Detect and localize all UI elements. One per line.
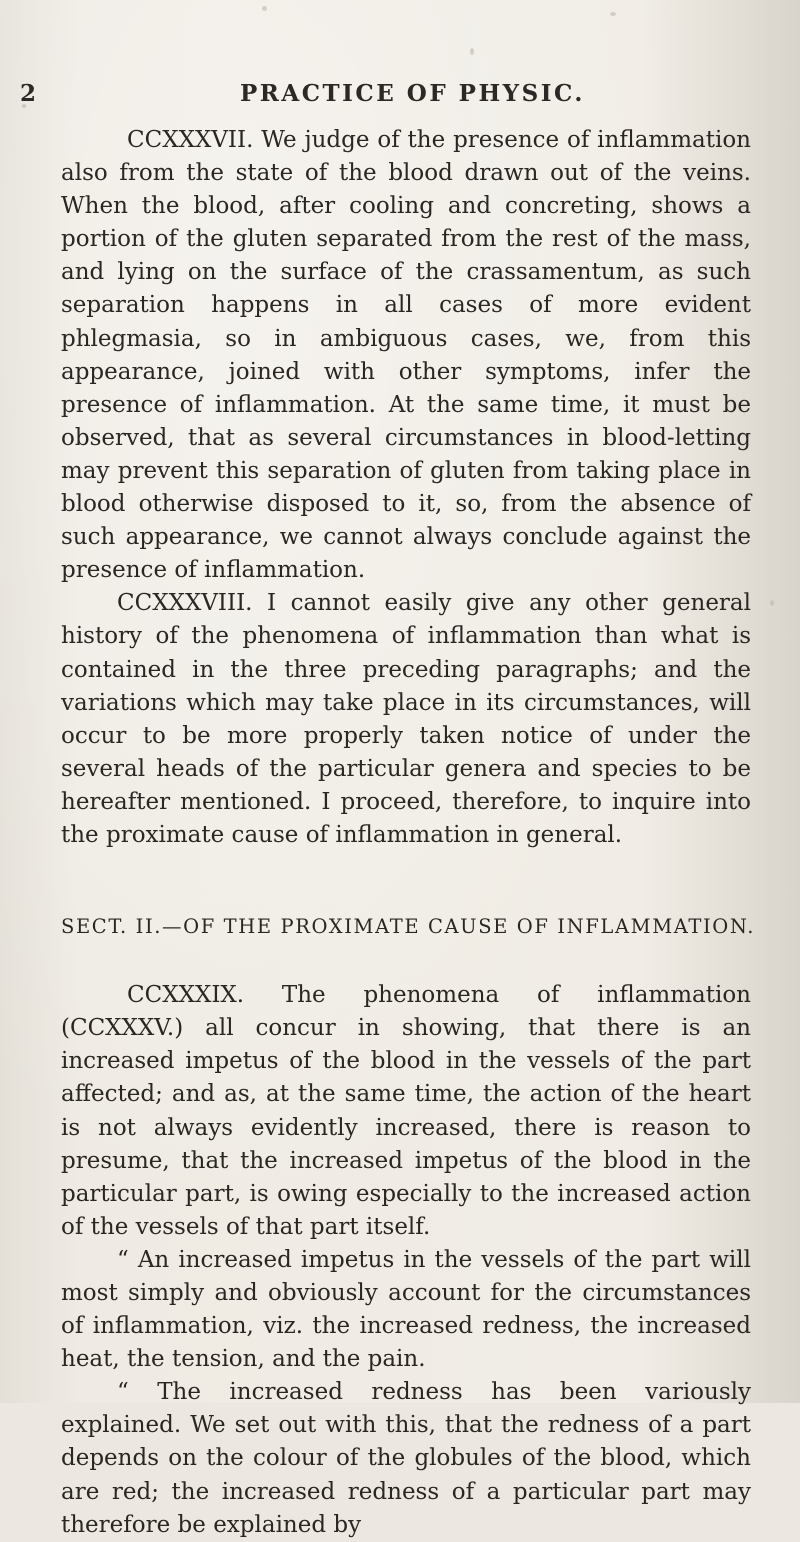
- paper-speck: [262, 6, 267, 11]
- paper-speck: [770, 600, 774, 606]
- paper-speck: [610, 12, 616, 16]
- quoted-paragraph-impetus: “ An increased impetus in the vessels of the part will most simply and obviously account for the circumstances of inflammation, viz. the increased redness, the increased heat, the tension, and the pain.: [61, 1246, 751, 1373]
- page-number: 2: [20, 80, 37, 107]
- quoted-paragraph-redness: “ The increased redness has been variously explained. We set out with this, that the redness of a part depends on the colour of the globules of the blood, which are red; the increased redness of a particular part may therefore be explained by: [61, 1379, 751, 1538]
- paragraph-ccxxxvii: CCXXXVII. We judge of the presence of inflammation also from the state of the blood drawn out of the veins. When the blood, after cooling and concreting, shows a portion of the gluten separated from the rest of the mass, and lying on the surface of the crassamentum, as such separation happens in all cases of more evident phlegmasia, so in ambiguous cases, we, from this appearance, joined with other symptoms, infer the presence of inflammation. At the same time, it must be observed, that as several circumstances in blood-letting may prevent this separation of gluten from taking place in blood otherwise disposed to it, so, from the absence of such appearance, we cannot always conclude against the presence of inflammation.: [61, 127, 751, 584]
- page-header: [0, 80, 800, 120]
- section-heading: SECT. II.—OF THE PROXIMATE CAUSE OF INFLAMMATION.: [61, 915, 756, 939]
- paragraph-ccxxxviii: CCXXXVIII. I cannot easily give any other general history of the phenomena of inflammation than what is contained in the three preceding paragraphs; and the variations which may take place in its circumstances, will occur to be more properly taken notice of under the several heads of the particular genera and species to be hereafter mentioned. I proceed, therefore, to inquire into the proximate cause of inflammation in general.: [61, 590, 751, 848]
- paragraph-ccxxxix: CCXXXIX. The phenomena of inflammation (CCXXXV.) all concur in showing, that there is an increased impetus of the blood in the vessels of the part affected; and as, at the same time, the action of the heart is not always evidently increased, there is reason to presume, that the increased impetus of the blood in the particular part, is owing especially to the increased action of the vessels of that part itself.: [61, 982, 751, 1240]
- running-title: PRACTICE OF PHYSIC.: [240, 80, 585, 107]
- paper-speck: [470, 48, 474, 55]
- body-text: [61, 124, 756, 1542]
